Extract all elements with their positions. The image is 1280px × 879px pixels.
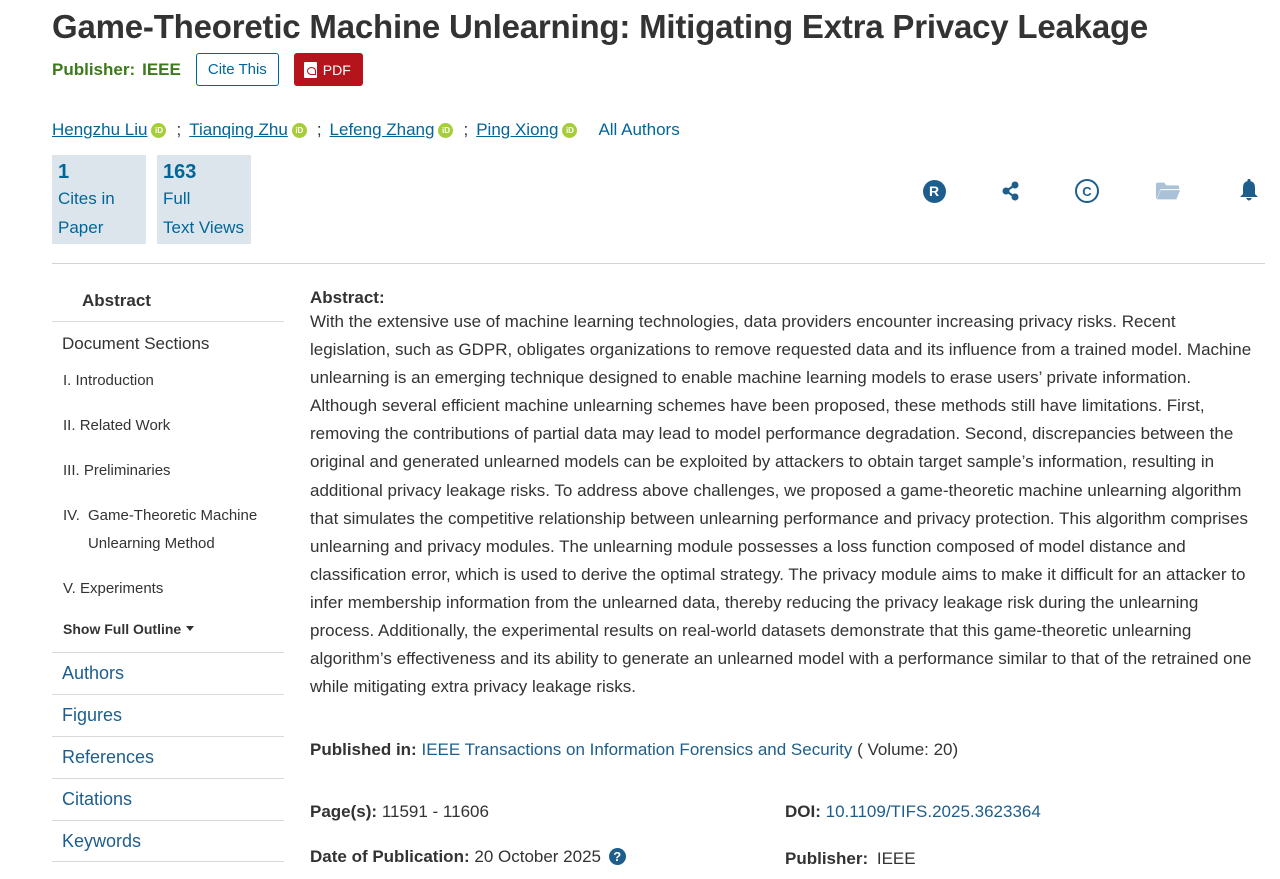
author-item <box>189 120 307 140</box>
outline-item-introduction[interactable] <box>63 367 284 395</box>
publisher-name: IEEE <box>142 59 181 79</box>
all-authors-link[interactable]: All Authors <box>598 120 680 139</box>
outline-item-label: Related Work <box>79 417 171 434</box>
header-divider <box>52 263 1265 264</box>
rights-r-icon: R <box>923 180 946 203</box>
pages-label: Page(s): <box>310 802 378 821</box>
document-tools-bar <box>910 176 1270 206</box>
outline-item-label: Experiments <box>79 580 164 597</box>
metric-label-line2: Paper <box>58 218 104 237</box>
pages-row <box>310 802 489 822</box>
author-list <box>52 120 680 140</box>
orcid-icon[interactable]: iD <box>562 123 577 138</box>
published-in-row <box>310 740 958 760</box>
author-separator: ; <box>463 120 469 139</box>
outline-item-experiments[interactable] <box>63 575 284 603</box>
sidebar-section-links <box>52 652 284 862</box>
pdf-button[interactable] <box>294 53 363 86</box>
publisher-detail-label: Publisher: <box>785 849 869 868</box>
pdf-file-icon <box>304 62 317 78</box>
cites-in-paper-metric[interactable] <box>52 155 146 244</box>
copyright-button[interactable] <box>1074 178 1100 204</box>
metric-label-line1: Full <box>163 189 191 208</box>
pages-value: 11591 - 11606 <box>381 802 489 821</box>
sidebar-item-citations[interactable]: Citations <box>52 778 284 820</box>
section-outline <box>52 367 284 603</box>
article-title: Game-Theoretic Machine Unlearning: Mitigating Extra Privacy Leakage <box>52 8 1149 45</box>
outline-item-game-theoretic-method[interactable] <box>63 502 284 558</box>
caret-down-icon <box>186 626 194 631</box>
author-link[interactable]: Hengzhu Liu <box>52 120 148 139</box>
sidebar-item-figures[interactable]: Figures <box>52 694 284 736</box>
outline-item-preliminaries[interactable] <box>63 457 284 485</box>
volume-text: ( Volume: 20) <box>852 740 959 759</box>
orcid-icon[interactable]: iD <box>438 123 453 138</box>
cite-this-label: Cite This <box>207 61 267 78</box>
document-sidebar <box>52 280 284 862</box>
metric-label-line2: Text Views <box>163 218 244 237</box>
outline-item-number: II. <box>63 417 76 434</box>
sidebar-item-references[interactable]: References <box>52 736 284 778</box>
folder-icon <box>1155 181 1181 201</box>
metric-value: 163 <box>163 161 197 183</box>
publisher-detail-value: IEEE <box>876 849 916 868</box>
outline-item-label: Preliminaries <box>83 462 171 479</box>
doi-label: DOI: <box>785 802 821 821</box>
outline-item-number: I. <box>63 372 72 389</box>
journal-link[interactable]: IEEE Transactions on Information Forensics and Security <box>421 740 853 759</box>
author-link[interactable]: Lefeng Zhang <box>329 120 435 139</box>
full-text-views-metric[interactable] <box>157 155 251 244</box>
rights-permissions-button[interactable] <box>921 178 947 204</box>
outline-item-label: Introduction <box>75 372 154 389</box>
author-item <box>330 120 454 140</box>
cite-this-button[interactable] <box>196 53 279 86</box>
date-of-publication-row <box>310 847 626 867</box>
publisher-detail-row <box>785 849 916 869</box>
outline-item-related-work[interactable] <box>63 412 284 440</box>
author-item <box>52 120 166 140</box>
help-question-icon[interactable]: ? <box>609 848 626 865</box>
publisher-row <box>52 53 363 86</box>
outline-item-label-line2: Unlearning Method <box>87 535 215 552</box>
orcid-icon[interactable]: iD <box>292 123 307 138</box>
author-link[interactable]: Ping Xiong <box>476 120 559 139</box>
abstract-text: With the extensive use of machine learning technologies, data providers encounter increasing privacy risks. Recent legislation, such as GDPR, obligates organizations to remove requested data and its influence from a trained model. Machine unlearning is an emerging technique designed to enable machine learning models to erase users’ private information. Although several efficient machine unlearning schemes have been proposed, these methods still have limitations. First, removing the contributions of partial data may lead to model performance degradation. Second, discrepancies between the original and generated unlearned models can be exploited by attackers to obtain target sample’s information, resulting in additional privacy leakage risks. To address above challenges, we proposed a game-theoretic machine unlearning algorithm that simulates the competitive relationship between unlearning performance and privacy protection. This algorithm comprises unlearning and privacy modules. The unlearning module possesses a loss function composed of model distance and classification error, which is used to derive the optimal strategy. The privacy module aims to make it difficult for an attacker to infer membership information from the unlearned data, thereby reducing the privacy leakage risk during the unlearning process. Additionally, the experimental results on real-world datasets demonstrate that this game-theoretic unlearning algorithm’s effectiveness and its ability to generate an unlearned model with a performance similar to that of the retrained one while mitigating extra privacy leakage risks. <box>310 312 1252 697</box>
outline-item-label-line1: Game-Theoretic Machine <box>87 507 258 524</box>
date-of-publication-label: Date of Publication: <box>310 847 470 866</box>
metric-value: 1 <box>58 161 70 183</box>
doi-link[interactable]: 10.1109/TIFS.2025.3623364 <box>825 802 1041 821</box>
bell-icon <box>1238 179 1260 203</box>
show-full-outline-label: Show Full Outline <box>63 620 182 637</box>
share-button[interactable] <box>998 178 1024 204</box>
alerts-button[interactable] <box>1236 178 1262 204</box>
sidebar-item-authors[interactable]: Authors <box>52 652 284 694</box>
sidebar-item-keywords[interactable]: Keywords <box>52 820 284 862</box>
save-to-project-button[interactable] <box>1155 178 1181 204</box>
author-separator: ; <box>176 120 182 139</box>
abstract-section <box>310 286 1260 701</box>
date-of-publication-value: 20 October 2025 <box>474 847 602 866</box>
copyright-icon: C <box>1075 179 1099 203</box>
document-sections-heading: Document Sections <box>62 333 210 353</box>
published-in-label: Published in: <box>310 740 417 759</box>
outline-item-number: IV. <box>63 507 80 524</box>
metric-label-line1: Cites in <box>58 189 115 208</box>
share-icon <box>1001 180 1021 202</box>
pdf-label: PDF <box>322 61 351 78</box>
doi-row <box>785 802 1041 822</box>
sidebar-item-abstract[interactable]: Abstract <box>52 280 284 322</box>
author-separator: ; <box>316 120 322 139</box>
outline-item-number: III. <box>63 462 80 479</box>
show-full-outline-button[interactable] <box>52 611 284 646</box>
orcid-icon[interactable]: iD <box>151 123 166 138</box>
outline-item-number: V. <box>63 580 76 597</box>
author-item <box>476 120 577 140</box>
publisher-label: Publisher: <box>52 59 136 79</box>
abstract-heading: Abstract: <box>310 288 385 307</box>
author-link[interactable]: Tianqing Zhu <box>189 120 288 139</box>
